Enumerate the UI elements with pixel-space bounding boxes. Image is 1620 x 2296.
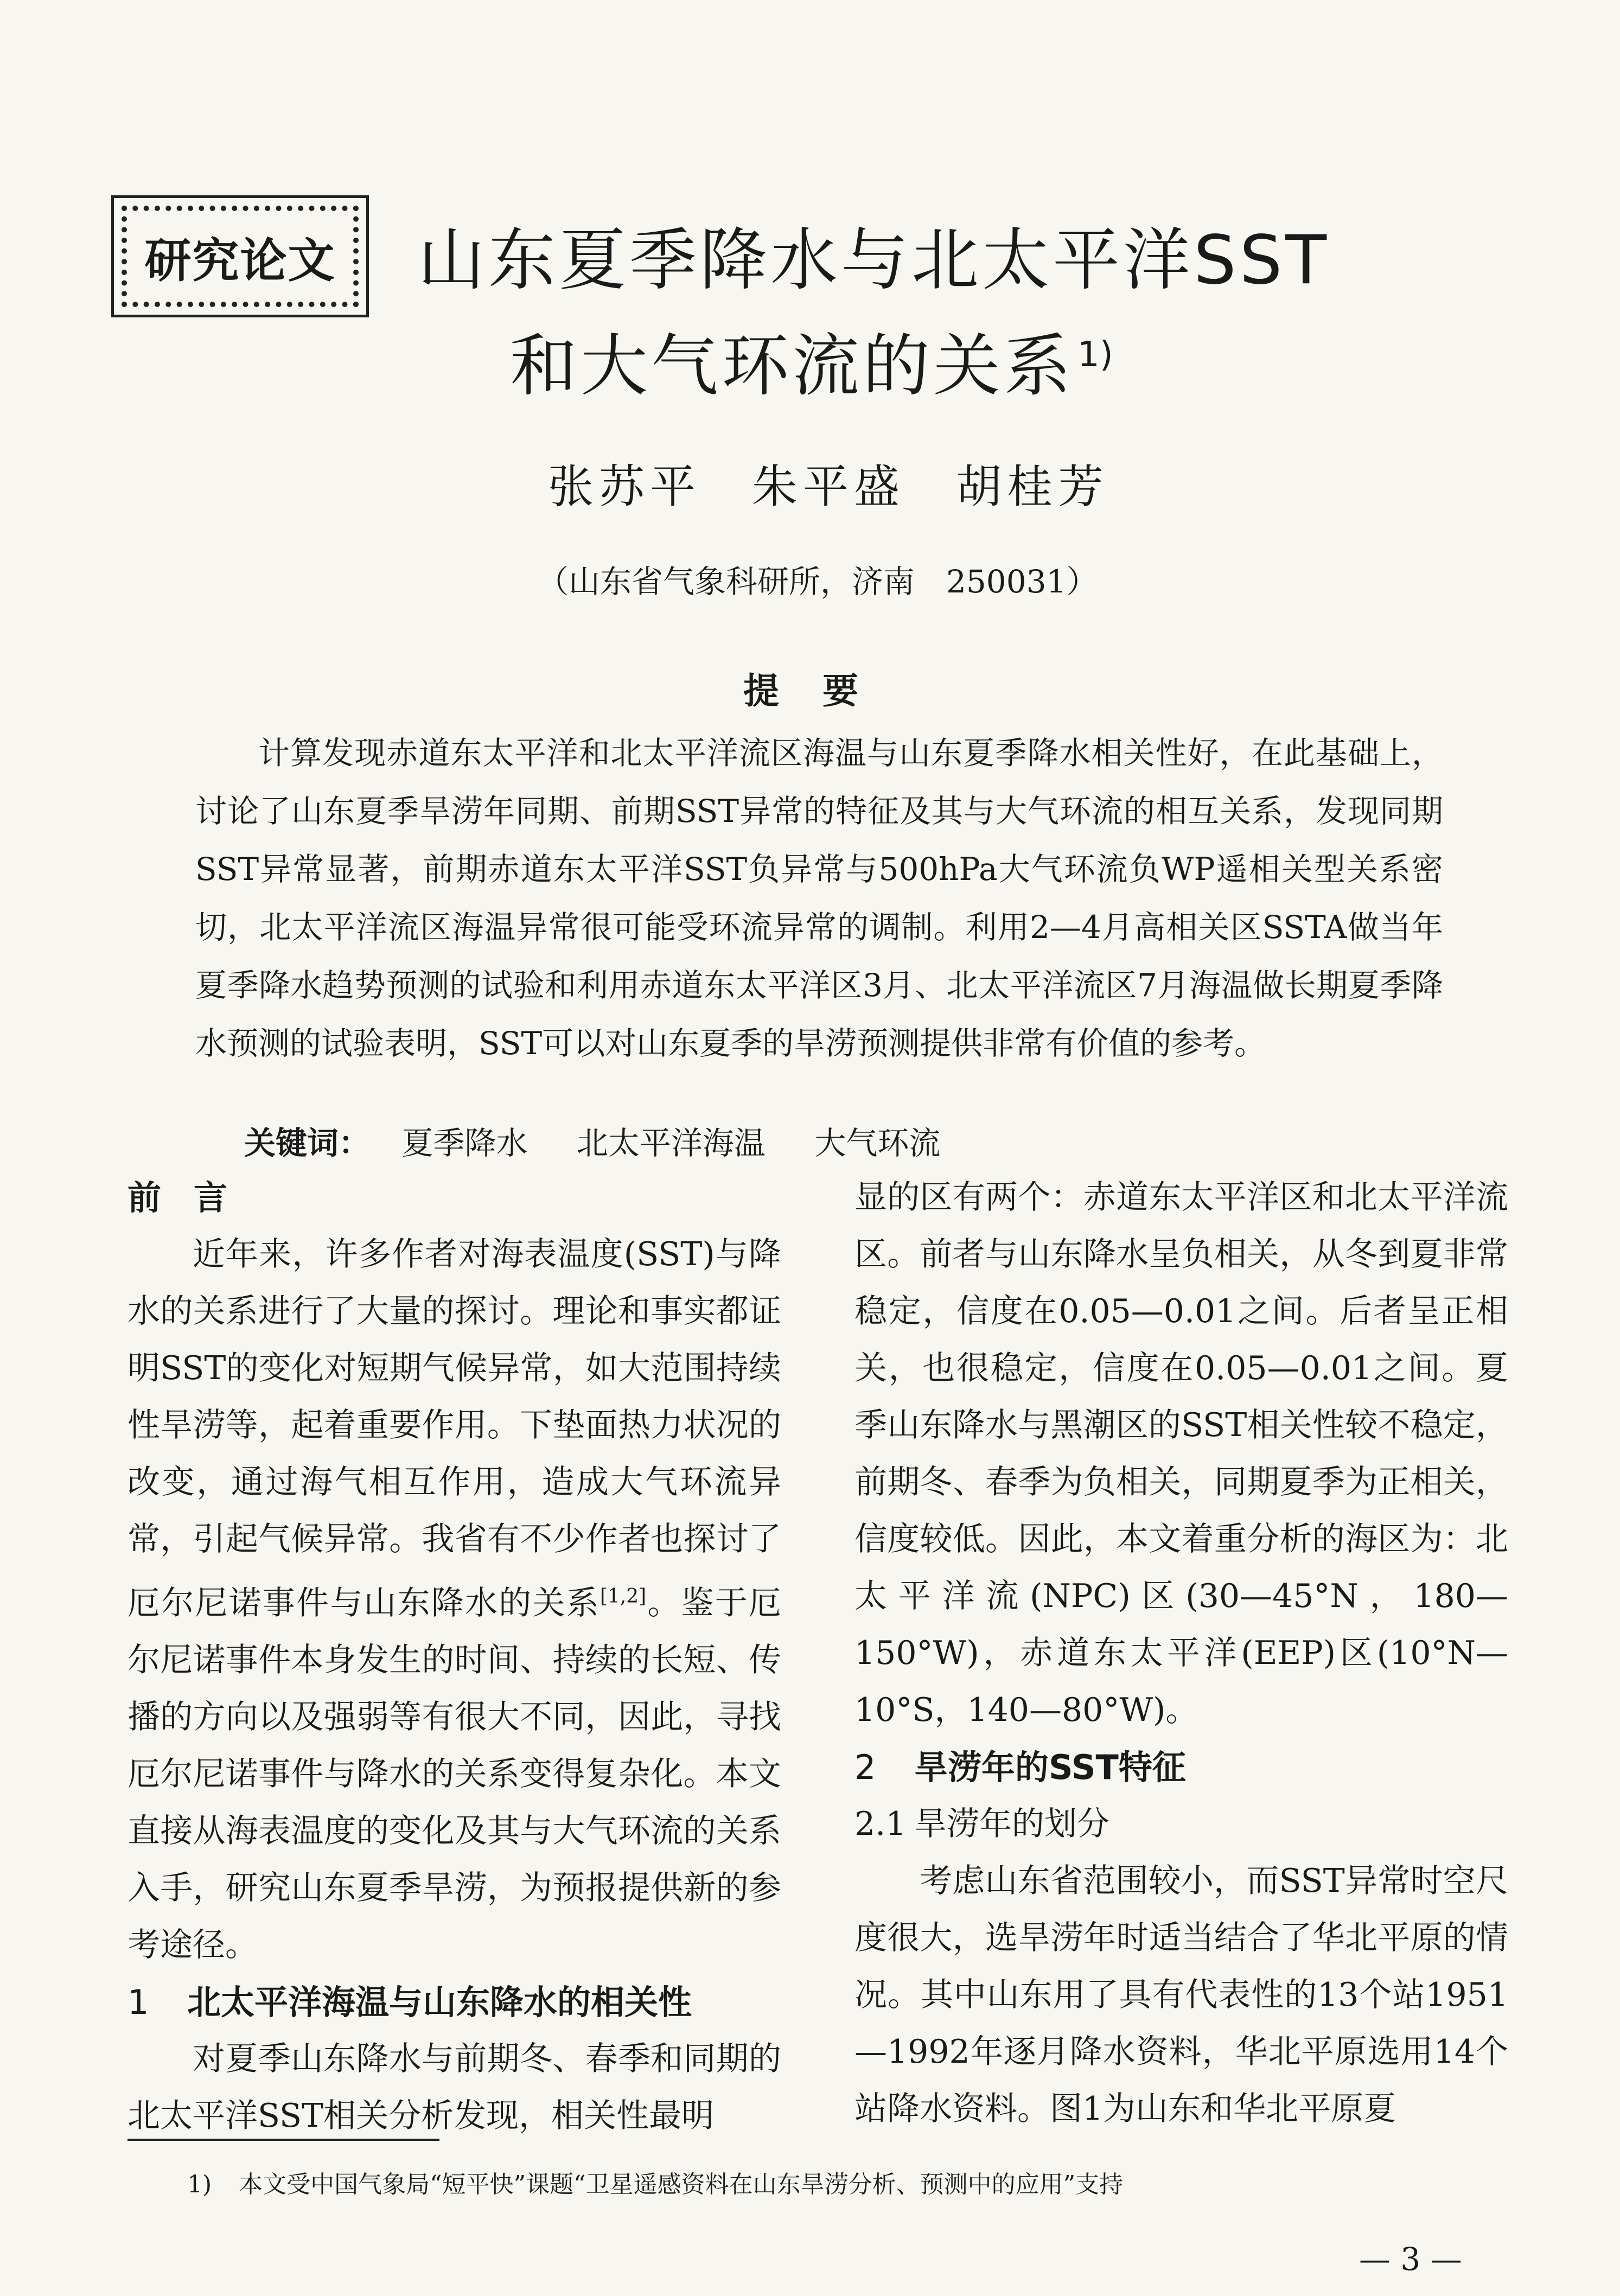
continued-paragraph: 显的区有两个：赤道东太平洋区和北太平洋流区。前者与山东降水呈负相关，从冬到夏非常稳定，信度在0.05—0.01之间。后者呈正相关，也很稳定，信度在0.05—0.01之间。夏季山东降水与黑潮区的SST相关性较不稳定，前期冬、春季为负相关，同期夏季为正相关，信度较低。因此，本文着重分析的海区为：北太平洋流(NPC)区(30—45°N，180—150°W)，赤道东太平洋(EEP)区(10°N—10°S，140—80°W)。 bbox=[854, 1178, 1508, 1729]
title-line-2 bbox=[510, 312, 1113, 409]
section-1-title: 北太平洋海温与山东降水的相关性 bbox=[187, 1982, 692, 2022]
keyword: 夏季降水 bbox=[401, 1125, 528, 1162]
section-2-1-number: 2.1 bbox=[854, 1805, 907, 1843]
article-type-badge bbox=[111, 195, 369, 317]
intro-heading: 前言 bbox=[127, 1178, 260, 1217]
footnote-text: 本文受中国气象局“短平快”课题“卫星遥感资料在山东旱涝分析、预测中的应用”支持 bbox=[239, 2171, 1124, 2198]
title-footnote-mark: 1) bbox=[1077, 334, 1113, 375]
authors: 张苏平 朱平盛 胡桂芳 bbox=[548, 460, 1109, 513]
affiliation: （山东省气象科研所，济南 250031） bbox=[537, 563, 1098, 600]
abstract-text: 计算发现赤道东太平洋和北太平洋流区海温与山东夏季降水相关性好，在此基础上，讨论了山东夏季旱涝年同期、前期SST异常的特征及其与大气环流的相互关系，发现同期SST异常显著，前期赤道东太平洋SST负异常与500hPa大气环流负WP遥相关型关系密切，北太平洋流区海温异常很可能受环流异常的调制。利用2—4月高相关区SSTA做当年夏季降水趋势预测的试验和利用赤道东太平洋区3月、北太平洋流区7月海温做长期夏季降水预测的试验表明，SST可以对山东夏季的旱涝预测提供非常有价值的参考。 bbox=[195, 735, 1443, 1062]
section-2-title: 旱涝年的SST特征 bbox=[914, 1747, 1186, 1787]
section-1-heading bbox=[127, 1974, 781, 2031]
section-2-1-paragraph: 考虑山东省范围较小，而SST异常时空尺度很大，选旱涝年时适当结合了华北平原的情况。其中山东用了具有代表性的13个站1951—1992年逐月降水资料，华北平原选用14个站降水资料。图1为山东和华北平原夏 bbox=[854, 1862, 1508, 2128]
title-line-1: 山东夏季降水与北太平洋SST bbox=[418, 221, 1330, 299]
intro-text-end: 。鉴于厄尔尼诺事件本身发生的时间、持续的长短、传播的方向以及强弱等有很大不同，因此，寻找厄尔尼诺事件与降水的关系变得复杂化。本文直接从海表温度的变化及其与大气环流的关系入手，研究山东夏季旱涝，为预报提供新的参考途径。 bbox=[127, 1584, 781, 1964]
left-column bbox=[127, 1169, 781, 2145]
section-2-heading bbox=[854, 1739, 1508, 1796]
section-1-number: 1 bbox=[127, 1982, 149, 2022]
keywords bbox=[244, 1118, 979, 1163]
abstract-heading: 提要 bbox=[743, 670, 902, 712]
keywords-label: 关键词： bbox=[244, 1125, 371, 1162]
section-2-1-heading bbox=[854, 1796, 1508, 1853]
section-2-number: 2 bbox=[854, 1747, 876, 1787]
keyword: 大气环流 bbox=[814, 1125, 941, 1162]
keyword: 北太平洋海温 bbox=[576, 1125, 766, 1162]
footnote bbox=[187, 2165, 1123, 2199]
intro-paragraph bbox=[127, 1226, 781, 1974]
badge-label: 研究论文 bbox=[144, 233, 336, 288]
page-number: — 3 — bbox=[1359, 2241, 1462, 2278]
intro-text: 近年来，许多作者对海表温度(SST)与降水的关系进行了大量的探讨。理论和事实都证明SST的变化对短期气候异常，如大范围持续性旱涝等，起着重要作用。下垫面热力状况的改变，通过海气相互作用，造成大气环流异常，引起气候异常。我省有不少作者也探讨了厄尔尼诺事件与山东降水的关系 bbox=[127, 1235, 781, 1622]
section-2-1-title: 旱涝年的划分 bbox=[914, 1805, 1109, 1843]
citation: [1,2] bbox=[599, 1585, 647, 1608]
right-column bbox=[854, 1169, 1508, 2138]
title-line-2-text: 和大气环流的关系 bbox=[510, 327, 1075, 405]
footnote-mark: 1) bbox=[187, 2171, 212, 2198]
footnote-rule bbox=[127, 2139, 439, 2141]
badge-dotted-border bbox=[122, 206, 359, 307]
section-1-paragraph: 对夏季山东降水与前期冬、春季和同期的北太平洋SST相关分析发现，相关性最明 bbox=[127, 2040, 781, 2135]
